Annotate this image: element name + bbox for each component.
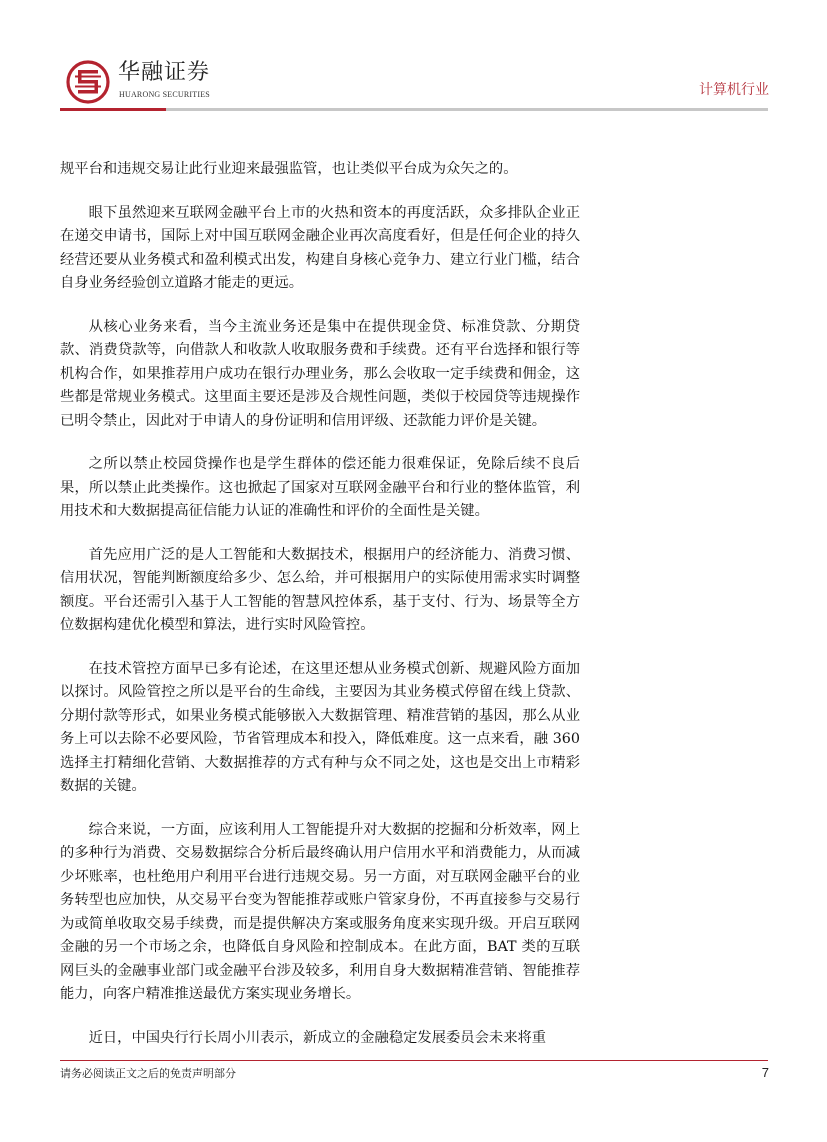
company-name-en: HUARONG SECURITIES	[119, 90, 210, 99]
company-name-cn: 华融证券	[118, 60, 211, 85]
paragraph: 在技术管控方面早已多有论述，在这里还想从业务模式创新、规避风险方面加以探讨。风险管控之所以是平台的生命线，主要因为其业务模式停留在线上贷款、分期付款等形式，如果业务模式能够嵌入大数据管理、精准营销的基因，那么从业务上可以去除不必要风险，节省管理成本和投入，降低难度。这一点来看，融 360 选择主打精细化营销、大数据推荐的方式有种与众不同之处，这也是交出上市精彩数据的关键。	[60, 660, 580, 794]
footer-rule	[60, 1060, 768, 1061]
header-rule	[166, 108, 768, 111]
paragraph: 规平台和违规交易让此行业迎来最强监管，也让类似平台成为众矢之的。	[60, 161, 518, 177]
paragraph: 眼下虽然迎来互联网金融平台上市的火热和资本的再度活跃，众多排队企业正在递交申请书，国际上对中国互联网金融企业再次高度看好，但是任何企业的持久经营还要从业务模式和盈利模式出发，构建自身核心竞争力、建立行业门槛，结合自身业务经验创立道路才能走的更远。	[60, 204, 580, 291]
huarong-logo-icon	[66, 60, 110, 104]
report-body	[60, 158, 580, 1070]
paragraph: 首先应用广泛的是人工智能和大数据技术，根据用户的经济能力、消费习惯、信用状况，智能判断额度给多少、怎么给，并可根据用户的实际使用需求实时调整额度。平台还需引入基于人工智能的智慧风控体系，基于支付、行为、场景等全方位数据构建优化模型和算法，进行实时风险管控。	[60, 546, 580, 633]
industry-label: 计算机行业	[699, 82, 769, 98]
paragraph: 近日，中国央行行长周小川表示，新成立的金融稳定发展委员会未来将重	[88, 1029, 547, 1046]
disclaimer-note: 请务必阅读正文之后的免责声明部分	[60, 1067, 236, 1080]
page-header	[0, 0, 827, 120]
header-rule-accent	[60, 108, 166, 111]
page-number: 7	[761, 1065, 769, 1080]
paragraph: 从核心业务来看，当今主流业务还是集中在提供现金贷、标准贷款、分期贷款、消费贷款等，向借款人和收款人收取服务费和手续费。还有平台选择和银行等机构合作，如果推荐用户成功在银行办理业务，那么会收取一定手续费和佣金，这些都是常规业务模式。这里面主要还是涉及合规性问题，类似于校园贷等违规操作已明令禁止，因此对于申请人的身份证明和信用评级、还款能力评价是关键。	[60, 318, 580, 429]
paragraph: 综合来说，一方面，应该利用人工智能提升对大数据的挖掘和分析效率，网上的多种行为消费、交易数据综合分析后最终确认用户信用水平和消费能力，从而减少坏账率，也杜绝用户利用平台进行违规交易。另一方面，对互联网金融平台的业务转型也应加快，从交易平台变为智能推荐或账户管家身份，不再直接参与交易行为或简单收取交易手续费，而是提供解决方案或服务角度来实现升级。开启互联网金融的另一个市场之余，也降低自身风险和控制成本。在此方面，BAT 类的互联网巨头的金融事业部门或金融平台涉及较多，利用自身大数据精准营销、智能推荐能力，向客户精准推送最优方案实现业务增长。	[60, 821, 580, 1002]
paragraph: 之所以禁止校园贷操作也是学生群体的偿还能力很难保证，免除后续不良后果，所以禁止此类操作。这也掀起了国家对互联网金融平台和行业的整体监管，利用技术和大数据提高征信能力认证的准确性和评价的全面性是关键。	[60, 456, 580, 519]
